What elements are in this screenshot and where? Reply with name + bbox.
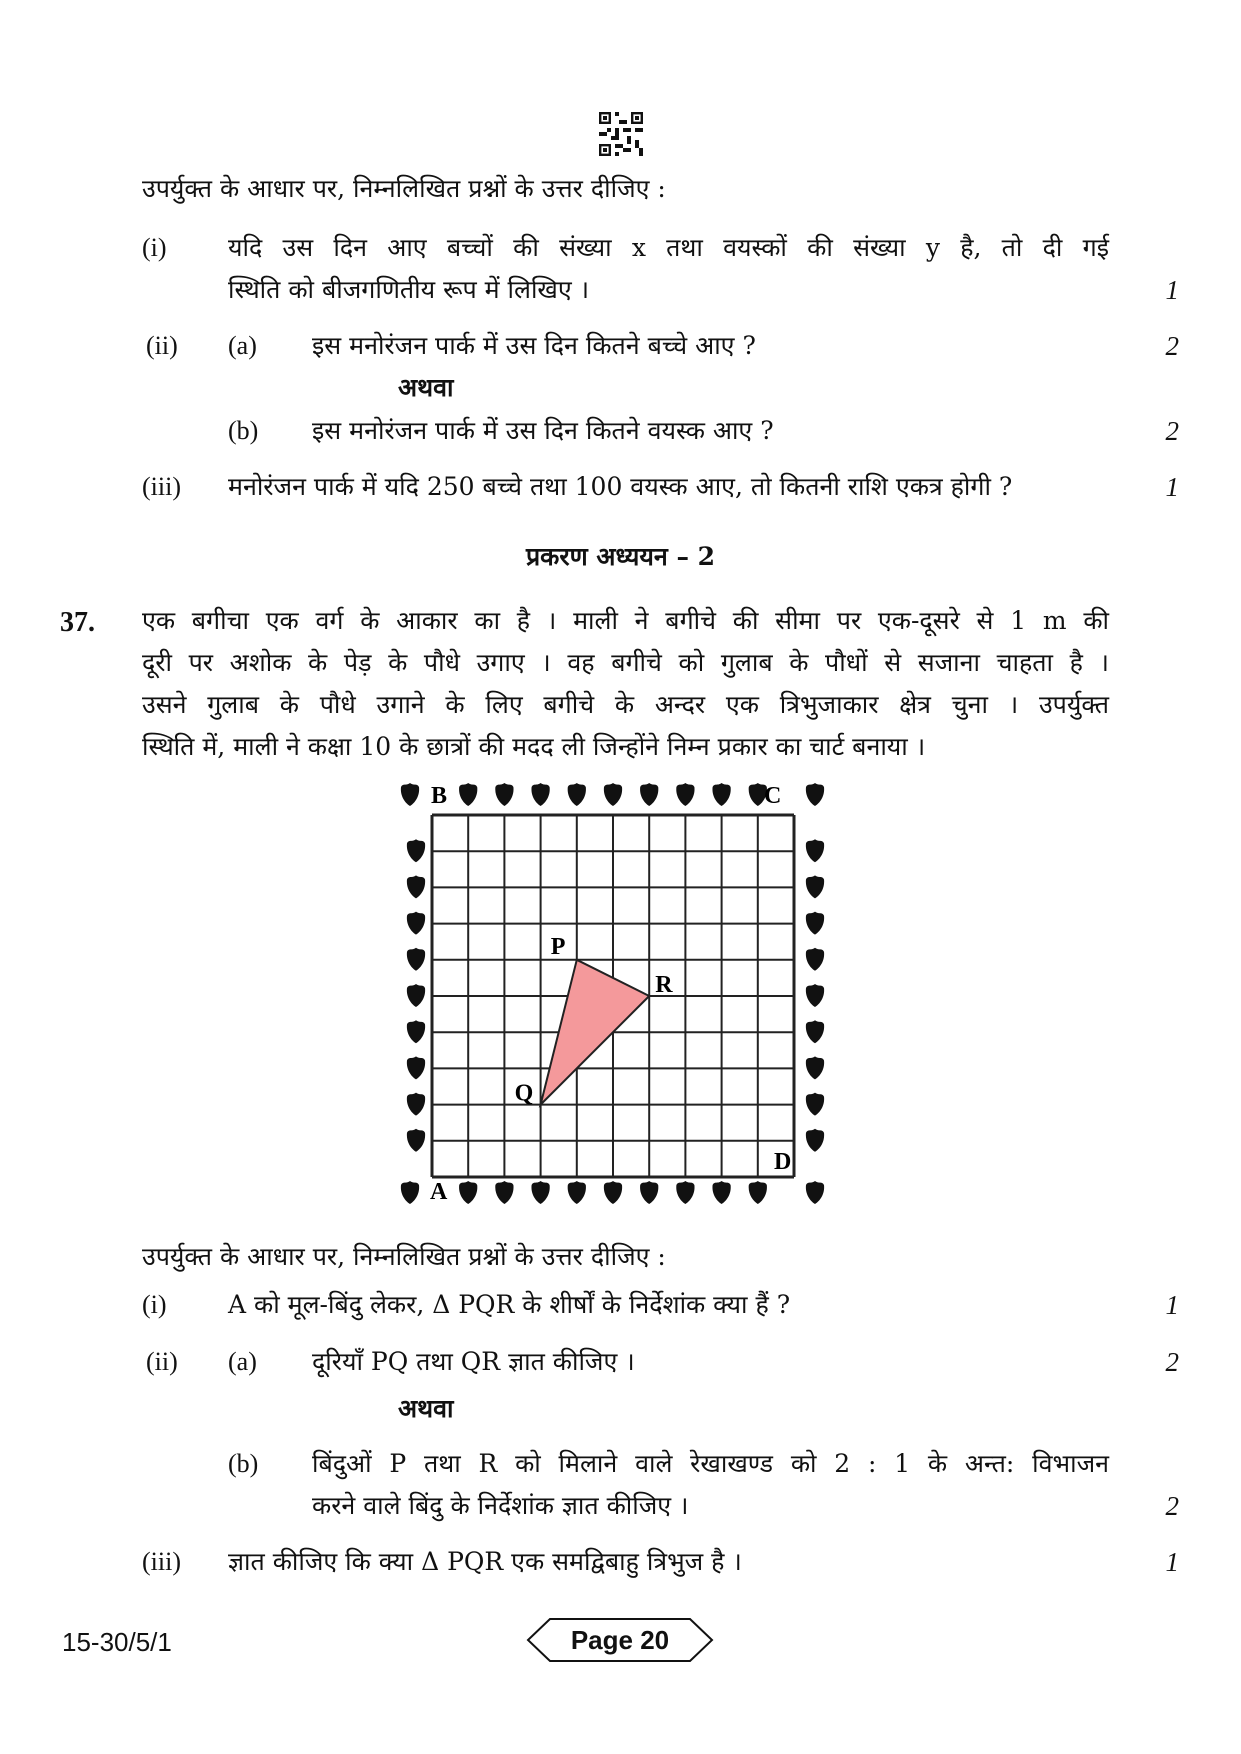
case-paragraph-line: दूरी पर अशोक के पेड़ के पौधे उगाए । वह बगीचे को गुलाब के पौधों से सजाना चाहता है । xyxy=(142,648,1109,677)
question-text: मनोरंजन पार्क में यदि 250 बच्चे तथा 100 वयस्क आए, तो कितनी राशि एकत्र होगी ? xyxy=(228,472,1013,501)
ashoka-tree-icon xyxy=(806,948,824,971)
corner-label-b: B xyxy=(431,783,448,809)
or-separator: अथवा xyxy=(398,1394,454,1423)
ashoka-tree-icon xyxy=(640,783,658,806)
ashoka-tree-icon xyxy=(407,948,425,971)
question-number: 37. xyxy=(60,607,95,638)
paper-code: 15-30/5/1 xyxy=(62,1627,172,1657)
question-text: इस मनोरंजन पार्क में उस दिन कितने बच्चे आए ? xyxy=(312,331,756,360)
vertex-label-r: R xyxy=(655,972,673,998)
ashoka-tree-icon xyxy=(676,783,694,806)
question-label: (i) xyxy=(142,233,167,262)
ashoka-tree-icon xyxy=(568,783,586,806)
ashoka-tree-icon xyxy=(568,1181,586,1204)
question-text: यदि उस दिन आए बच्चों की संख्या x तथा वयस्कों की संख्या y है, तो दी गई xyxy=(228,233,1109,262)
question-label: (i) xyxy=(142,1290,167,1319)
corner-label-a: A xyxy=(430,1179,448,1205)
ashoka-tree-icon xyxy=(401,1181,419,1204)
question-label: (iii) xyxy=(142,1547,181,1576)
ashoka-tree-icon xyxy=(604,1181,622,1204)
marks: 1 xyxy=(1165,1290,1179,1320)
ashoka-tree-icon xyxy=(407,1020,425,1043)
question-label: (iii) xyxy=(142,472,181,501)
marks: 1 xyxy=(1165,1547,1179,1577)
ashoka-tree-icon xyxy=(407,912,425,935)
question-text: ज्ञात कीजिए कि क्या Δ PQR एक समद्विबाहु त्रिभुज है । xyxy=(228,1547,742,1576)
ashoka-tree-icon xyxy=(401,783,419,806)
ashoka-tree-icon xyxy=(749,1181,767,1204)
marks: 2 xyxy=(1165,1491,1179,1521)
ashoka-tree-icon xyxy=(407,839,425,862)
vertex-label-p: P xyxy=(550,933,566,960)
corner-label-c: C xyxy=(764,783,782,809)
marks: 2 xyxy=(1165,1347,1179,1377)
ashoka-tree-icon xyxy=(712,783,730,806)
question-text: दूरियाँ PQ तथा QR ज्ञात कीजिए । xyxy=(312,1347,635,1376)
ashoka-tree-icon xyxy=(407,1129,425,1152)
ashoka-tree-icon xyxy=(640,1181,658,1204)
ashoka-tree-icon xyxy=(459,783,477,806)
case-paragraph-line: एक बगीचा एक वर्ग के आकार का है । माली ने बगीचे की सीमा पर एक-दूसरे से 1 m की xyxy=(142,606,1109,635)
subpart-label: (b) xyxy=(228,1449,259,1478)
ashoka-tree-icon xyxy=(531,783,549,806)
marks: 2 xyxy=(1165,416,1179,446)
page-number: Page 20 xyxy=(570,1625,670,1655)
ashoka-tree-icon xyxy=(495,783,513,806)
ashoka-tree-icon xyxy=(806,839,824,862)
subpart-label: (a) xyxy=(228,1347,257,1376)
case-paragraph-line: उसने गुलाब के पौधे उगाने के लिए बगीचे के अन्दर एक त्रिभुजाकार क्षेत्र चुना । उपर्युक्त xyxy=(142,690,1109,719)
ashoka-tree-icon xyxy=(806,912,824,935)
ashoka-tree-icon xyxy=(712,1181,730,1204)
case-study-title: प्रकरण अध्ययन – 2 xyxy=(525,542,716,571)
ashoka-tree-icon xyxy=(806,984,824,1007)
ashoka-tree-icon xyxy=(806,1020,824,1043)
ashoka-tree-icon xyxy=(531,1181,549,1204)
question-text: बिंदुओं P तथा R को मिलाने वाले रेखाखण्ड को 2 : 1 के अन्त: विभाजन xyxy=(312,1449,1109,1478)
question-label: (ii) xyxy=(146,1347,178,1376)
ashoka-tree-icon xyxy=(604,783,622,806)
ashoka-tree-icon xyxy=(407,875,425,898)
subpart-label: (b) xyxy=(228,416,259,445)
or-separator: अथवा xyxy=(398,373,454,402)
vertex-label-q: Q xyxy=(514,1080,534,1107)
ashoka-tree-icon xyxy=(459,1181,477,1204)
ashoka-tree-icon xyxy=(407,1056,425,1079)
ashoka-tree-icon xyxy=(806,1093,824,1116)
question-text: स्थिति को बीजगणितीय रूप में लिखिए । xyxy=(228,275,590,304)
marks: 1 xyxy=(1165,275,1179,305)
subpart-label: (a) xyxy=(228,331,257,360)
case-paragraph-line: स्थिति में, माली ने कक्षा 10 के छात्रों की मदद ली जिन्होंने निम्न प्रकार का चार्ट बनाया । xyxy=(142,732,926,761)
section-intro-bottom: उपर्युक्त के आधार पर, निम्नलिखित प्रश्नों के उत्तर दीजिए : xyxy=(142,1242,666,1271)
question-label: (ii) xyxy=(146,331,178,360)
corner-label-d: D xyxy=(774,1149,792,1175)
ashoka-tree-icon xyxy=(407,1093,425,1116)
ashoka-tree-icon xyxy=(806,1181,824,1204)
question-text: A को मूल-बिंदु लेकर, Δ PQR के शीर्षों के निर्देशांक क्या हैं ? xyxy=(228,1290,791,1319)
ashoka-tree-icon xyxy=(806,1056,824,1079)
ashoka-tree-icon xyxy=(806,875,824,898)
question-text: करने वाले बिंदु के निर्देशांक ज्ञात कीजिए । xyxy=(312,1491,689,1520)
ashoka-tree-icon xyxy=(806,1129,824,1152)
ashoka-tree-icon xyxy=(407,984,425,1007)
ashoka-tree-icon xyxy=(495,1181,513,1204)
marks: 1 xyxy=(1165,472,1179,502)
ashoka-tree-icon xyxy=(806,783,824,806)
section-intro-top: उपर्युक्त के आधार पर, निम्नलिखित प्रश्नों के उत्तर दीजिए : xyxy=(142,174,666,203)
question-text: इस मनोरंजन पार्क में उस दिन कितने वयस्क आए ? xyxy=(312,416,774,445)
ashoka-tree-icon xyxy=(676,1181,694,1204)
marks: 2 xyxy=(1165,331,1179,361)
